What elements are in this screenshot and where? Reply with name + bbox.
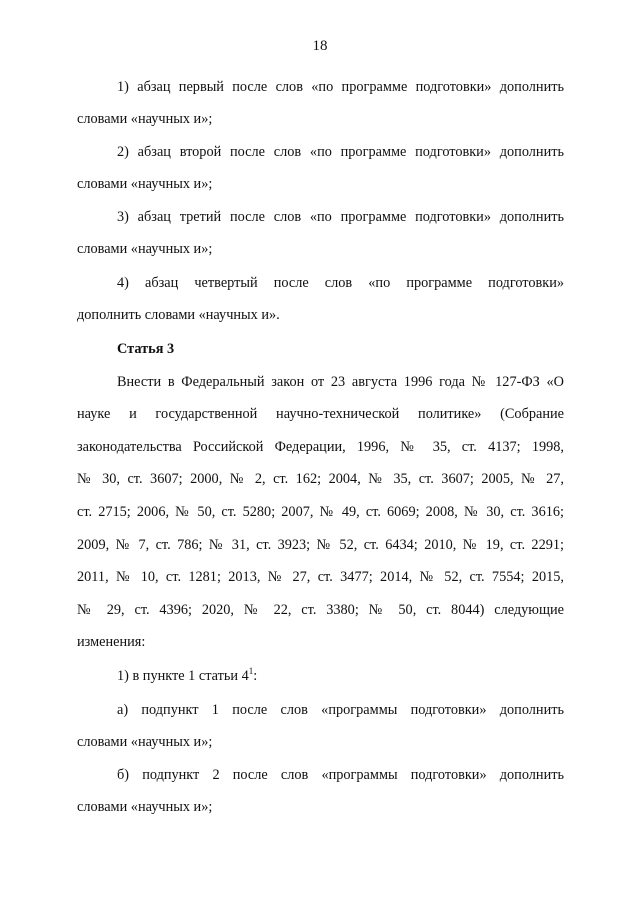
text-line: № 30, ст. 3607; 2000, № 2, ст. 162; 2004, № 35, ст. 3607; 2005, № 27, xyxy=(77,471,564,487)
text-line: дополнить словами «научных и». xyxy=(77,307,280,323)
text-line: изменения: xyxy=(77,634,146,650)
text-line: 4) абзац четвертый после слов «по программе подготовки» xyxy=(117,275,564,291)
text-segment: : xyxy=(253,668,258,684)
text-line: науке и государственной научно-технической политике» (Собрание xyxy=(77,406,564,422)
text-line: ст. 2715; 2006, № 50, ст. 5280; 2007, № 49, ст. 6069; 2008, № 30, ст. 3616; xyxy=(77,504,564,520)
text-line: словами «научных и»; xyxy=(77,799,213,815)
text-line: словами «научных и»; xyxy=(77,734,213,750)
text-line: 2) абзац второй после слов «по программе подготовки» дополнить xyxy=(117,144,564,160)
article-heading: Статья 3 xyxy=(117,341,175,357)
text-line: 3) абзац третий после слов «по программе подготовки» дополнить xyxy=(117,209,564,225)
text-line: словами «научных и»; xyxy=(77,111,213,127)
superscript: 1 xyxy=(248,666,254,676)
text-line: Внести в Федеральный закон от 23 августа 1996 года № 127-ФЗ «О xyxy=(117,374,564,390)
text-line: словами «научных и»; xyxy=(77,241,213,257)
page-number: 18 xyxy=(312,38,328,54)
text-line: 1) абзац первый после слов «по программе подготовки» дополнить xyxy=(117,79,564,95)
text-line: б) подпункт 2 после слов «программы подготовки» дополнить xyxy=(117,767,564,783)
text-line xyxy=(117,666,564,686)
text-line: № 29, ст. 4396; 2020, № 22, ст. 3380; № 50, ст. 8044) следующие xyxy=(77,602,564,618)
text-line: а) подпункт 1 после слов «программы подготовки» дополнить xyxy=(117,702,564,718)
text-line: законодательства Российской Федерации, 1996, № 35, ст. 4137; 1998, xyxy=(77,439,564,455)
text-line: словами «научных и»; xyxy=(77,176,213,192)
text-segment: 1) в пункте 1 статьи 4 xyxy=(117,668,249,684)
text-line: 2011, № 10, ст. 1281; 2013, № 27, ст. 3477; 2014, № 52, ст. 7554; 2015, xyxy=(77,569,564,585)
text-line: 2009, № 7, ст. 786; № 31, ст. 3923; № 52, ст. 6434; 2010, № 19, ст. 2291; xyxy=(77,537,564,553)
